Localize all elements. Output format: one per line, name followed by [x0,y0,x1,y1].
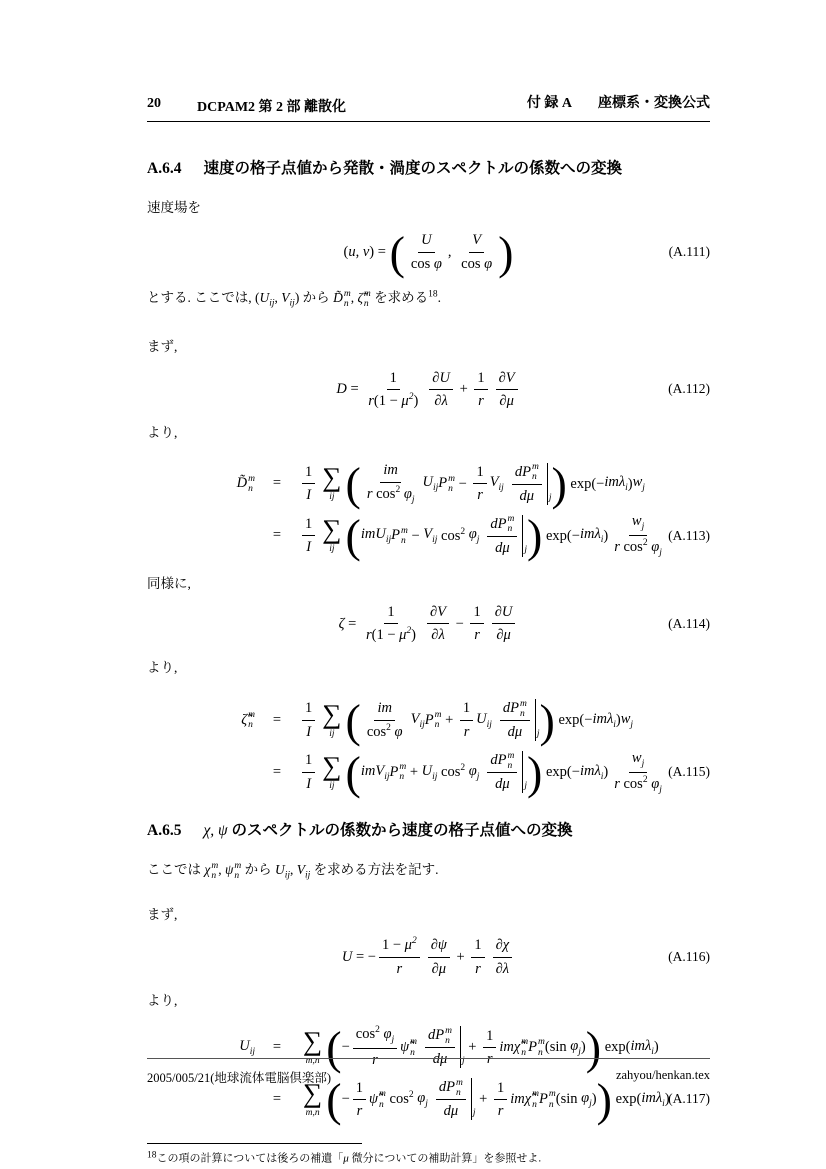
header-rule [147,121,710,122]
equation-a113-rel-1: = [272,475,282,492]
page-header [147,92,710,116]
section-a64-heading [147,156,710,178]
equation-a116-body: U = − $\frac{1 - \mu^2}{r}$ $\frac{\partial\psi}{\partial\mu}$ + $\frac{1}{r}$ $\frac{\partial\chi}{\partial\lambda}$ [342,935,515,979]
para-douyouni: 同様に, [147,575,191,591]
equation-a117-rhs-1: ∑ m,n ( − $\frac{\cos^2 \varphi_j}{r}$ ψ̃ m n dP m n dμ j + $\frac{1}{r}$ im χ̃ m n P m n (sin $\varphi_j$ ) ) exp( imλ$_i$ ) [303,1021,659,1074]
header-right [527,92,710,112]
equation-a113-label: (A.113) [668,527,710,543]
equation-a111-body: ( u , v ) = ( $\frac{U}{\text{cos φ}}$ , $\frac{V}{\text{cos φ}}$ ) [343,226,514,279]
equation-a115-rhs-2: $\frac{1}{I}$ ∑ ij ( imV$_{ij}$ P m n + $U_{ij}$ $\cos^2$ $\varphi_j$ dP m n dμ j ) exp(− imλ$_i$ ) $\frac{w_j}{r \cos^2 \varphi_j}$ [299,748,668,797]
header-left-title: DCPAM2 第 2 部 離散化 [197,100,347,115]
section-a64-number: A.6.4 [147,160,182,177]
header-left [147,96,346,116]
equation-a117-lhs: $U_{ij}$ [239,1037,255,1057]
header-right-title: 座標系・変換公式 [598,96,710,111]
footer-rule [147,1058,710,1059]
equation-a112 [147,363,710,415]
equation-a115-line2 [207,746,710,798]
footer-date: 2005/005/21(地球流体電脳倶楽部) [147,1071,332,1085]
equation-a111 [147,226,710,278]
para-yori-1: より, [147,425,178,441]
equation-a113 [147,458,710,562]
equation-a114-label: (A.114) [668,615,710,631]
equation-a113-rhs-1: $\frac{1}{I}$ ∑ ij ( $\frac{im}{r \cos^2 \varphi_j}$ $U_{ij}$ P m n − $\frac{1}{r}$ $V_{ij}$ dP m n dμ j ) exp(− imλ$_i$ ) $w_j$ [299,460,645,506]
para-mazu-1: まず, [147,339,178,355]
para-velocity-field: 速度場を [147,200,201,215]
equation-a116-label: (A.116) [668,949,710,965]
equation-a113-lhs: D̃ m n [236,473,255,494]
equation-a116 [147,931,710,983]
para-yori-2: より, [147,659,178,675]
header-page-number: 20 [147,96,161,111]
equation-a113-line2 [207,510,710,562]
equation-a115-rhs-1: $\frac{1}{I}$ ∑ ij ( $\frac{im}{\cos^2 \varphi}$ $V_{ij}$ P m n + $\frac{1}{r}$ $U_{ij}$ dP m n dμ j ) exp(− imλ$_i$ ) $w_j$ [299,698,633,742]
equation-a115-rel-1: = [272,711,282,728]
para-kokodewa: ここでは χ m n , ψ m n から $U_{ij}$, $V_{ij}$ を求める方法を記す. [147,860,439,881]
section-a65-heading [147,820,710,842]
equation-a113-line1 [207,458,710,510]
para-tosuru: とする. ここでは, ($U_{ij}$, $V_{ij}$) から D̃ m n , ζ̃ m n を求める$^{18}$. [147,288,442,310]
equation-a114-body: ζ = $\frac{1}{r(1 - \mu^2)}$ $\frac{\partial V}{\partial\lambda}$ − $\frac{1}{r}$ $\frac{\partial U}{\partial\mu}$ [339,602,519,646]
equation-a113-rhs-2: $\frac{1}{I}$ ∑ ij ( imU$_{ij}$ P m n − $V_{ij}$ $\cos^2$ $\varphi_j$ dP m n dμ j ) exp(− imλ$_i$ ) $\frac{w_j}{r \cos^2 \varphi_j}$ [299,511,668,560]
section-a65-title: χ, ψ のスペクトルの係数から速度の格子点値への変換 [203,822,573,840]
header-right-chapter: 付 録 A [526,96,572,111]
equation-a115 [147,694,710,798]
para-mazu-2: まず, [147,906,178,922]
equation-a117-rhs-2: ∑ m,n ( − $\frac{1}{r}$ ψ̃ m n $\cos^2$ $\varphi_j$ dP m n dμ j + $\frac{1}{r}$ im χ̃ m n P m n (sin $\varphi_j$ ) ) exp( imλ$_i$ ) [303,1073,670,1126]
equation-a117-rel-2: = [272,1090,282,1107]
equation-a113-rel-2: = [272,527,282,544]
equation-a115-line1 [207,694,710,746]
equation-a117-rel-1: = [272,1038,282,1055]
equation-a115-lhs: ζ̃ m n [241,710,255,731]
section-a65-number: A.6.5 [147,822,182,840]
footnote-rule [147,1143,362,1144]
footnote-text: $^{18}$この項の計算については後ろの補遺「μ 微分についての補助計算」を参照せよ. [147,1150,542,1166]
equation-a114 [147,598,710,650]
para-yori-3: より, [147,993,178,1009]
equation-a117-label: (A.117) [668,1091,710,1107]
equation-a111-label: (A.111) [668,244,710,260]
equation-a115-label: (A.115) [668,764,710,780]
section-a64-title: 速度の格子点値から発散・渦度のスペクトルの係数への変換 [203,160,622,177]
page-footer [147,1058,710,1086]
equation-a112-body: D = $\frac{1}{r(1 - \mu^2)}$ $\frac{\partial U}{\partial\lambda}$ + $\frac{1}{r}$ $\frac{\partial V}{\partial\mu}$ [336,368,520,412]
equation-a112-label: (A.112) [668,381,710,397]
equation-a115-rel-2: = [272,763,282,780]
footer-filename: zahyou/henkan.tex [615,1068,710,1082]
